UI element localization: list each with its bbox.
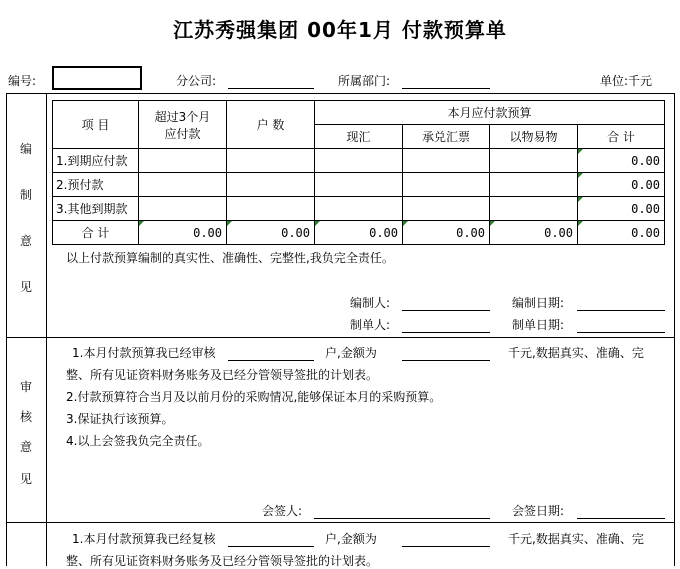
formula-marker	[403, 221, 408, 226]
audit-line3: 3.保证执行该预算。	[66, 412, 174, 426]
frame-left-border	[6, 93, 7, 566]
branch-field[interactable]	[228, 74, 314, 89]
table-row	[53, 149, 665, 173]
formula-marker	[139, 221, 144, 226]
col-header-cash: 现汇	[315, 125, 403, 149]
total-row-label: 合 计	[53, 221, 139, 245]
row-label-other: 3.其他到期款	[53, 197, 139, 221]
total-cell: 0.00	[139, 221, 227, 245]
audit-line1-a: 1.本月付款预算我已经审核	[72, 346, 216, 360]
code-label: 编号:	[8, 74, 37, 88]
table-row	[53, 173, 665, 197]
audit-line2: 2.付款预算符合当月及以前月份的采购情况,能够保证本月的采购预算。	[66, 390, 442, 404]
section-label-divider	[46, 93, 47, 566]
formula-marker	[578, 149, 583, 154]
preparer-label: 编制人:	[350, 296, 391, 310]
total-cell: 0.00	[403, 221, 490, 245]
cosign-date-label: 会签日期:	[512, 504, 565, 518]
cell-input[interactable]	[403, 149, 490, 173]
frame-top-border	[6, 93, 674, 94]
total-cell: 0.00	[578, 221, 665, 245]
total-cell: 0.00	[315, 221, 403, 245]
col-header-count: 户 数	[227, 101, 315, 149]
col-header-monthly-budget: 本月应付款预算	[315, 101, 665, 125]
make-date-field[interactable]	[577, 318, 665, 333]
formula-marker	[227, 221, 232, 226]
section-compile-char-2: 制	[20, 188, 33, 202]
row-total-cell: 0.00	[578, 197, 665, 221]
preparer-field[interactable]	[402, 296, 490, 311]
branch-label: 分公司:	[176, 74, 217, 88]
cell-input[interactable]	[490, 149, 578, 173]
recheck-line1-b: 户,金额为	[325, 532, 377, 546]
recheck-line1-a: 1.本月付款预算我已经复核	[72, 532, 216, 546]
cell-input[interactable]	[139, 197, 227, 221]
section-audit-char-2: 核	[20, 410, 33, 424]
maker-label: 制单人:	[350, 318, 391, 332]
code-input[interactable]	[52, 66, 142, 90]
cell-input[interactable]	[227, 197, 315, 221]
audit-line1-c: 千元,数据真实、准确、完	[508, 346, 644, 360]
cosign-date-field[interactable]	[577, 504, 665, 519]
row-total-cell: 0.00	[578, 173, 665, 197]
audit-line4: 4.以上会签我负完全责任。	[66, 434, 210, 448]
recheck-line1-c: 千元,数据真实、准确、完	[508, 532, 644, 546]
audit-amount-field[interactable]	[402, 346, 490, 361]
cell-input[interactable]	[315, 197, 403, 221]
col-header-barter: 以物易物	[490, 125, 578, 149]
formula-marker	[578, 221, 583, 226]
formula-marker	[578, 197, 583, 202]
formula-marker	[490, 221, 495, 226]
cell-input[interactable]	[315, 173, 403, 197]
total-cell: 0.00	[227, 221, 315, 245]
maker-field[interactable]	[402, 318, 490, 333]
cell-input[interactable]	[227, 149, 315, 173]
document-title: 江苏秀强集团 00年1月 付款预算单	[173, 18, 507, 42]
recheck-amount-field[interactable]	[402, 532, 490, 547]
cell-input[interactable]	[315, 149, 403, 173]
formula-marker	[315, 221, 320, 226]
frame-right-border	[674, 93, 675, 566]
cell-input[interactable]	[490, 173, 578, 197]
col-header-total: 合 计	[578, 125, 665, 149]
col-header-overdue: 超过3个月 应付款	[139, 101, 227, 149]
row-total-cell: 0.00	[578, 149, 665, 173]
audit-recheck-divider	[6, 522, 674, 523]
cosigner-label: 会签人:	[262, 504, 303, 518]
audit-line1-d: 整、所有见证资料财务账务及已经分管领导签批的计划表。	[66, 368, 379, 382]
recheck-line1-d: 整、所有见证资料财务账务及已经分管领导签批的计划表。	[66, 554, 379, 568]
compile-audit-divider	[6, 337, 674, 338]
section-compile-char-3: 意	[20, 234, 33, 248]
make-date-label: 制单日期:	[512, 318, 565, 332]
cosigner-field[interactable]	[314, 504, 490, 519]
unit-label: 单位:千元	[600, 74, 653, 88]
row-label-prepay: 2.预付款	[53, 173, 139, 197]
cell-input[interactable]	[403, 173, 490, 197]
section-compile-char-4: 见	[20, 280, 33, 294]
section-audit-char-1: 审	[20, 380, 33, 394]
cell-input[interactable]	[403, 197, 490, 221]
row-label-due: 1.到期应付款	[53, 149, 139, 173]
audit-count-field[interactable]	[228, 346, 314, 361]
section-audit-char-3: 意	[20, 440, 33, 454]
budget-table	[52, 100, 665, 245]
col-header-item: 项 目	[53, 101, 139, 149]
section-audit-char-4: 见	[20, 472, 33, 486]
compile-responsibility-note: 以上付款预算编制的真实性、准确性、完整性,我负完全责任。	[66, 251, 394, 265]
total-cell: 0.00	[490, 221, 578, 245]
col-header-acceptance: 承兑汇票	[403, 125, 490, 149]
dept-label: 所属部门:	[338, 74, 391, 88]
section-compile-char-1: 编	[20, 142, 33, 156]
total-row	[53, 221, 665, 245]
audit-line1-b: 户,金额为	[325, 346, 377, 360]
formula-marker	[578, 173, 583, 178]
cell-input[interactable]	[139, 149, 227, 173]
table-row	[53, 197, 665, 221]
prepare-date-field[interactable]	[577, 296, 665, 311]
cell-input[interactable]	[490, 197, 578, 221]
prepare-date-label: 编制日期:	[512, 296, 565, 310]
cell-input[interactable]	[227, 173, 315, 197]
dept-field[interactable]	[402, 74, 490, 89]
cell-input[interactable]	[139, 173, 227, 197]
recheck-count-field[interactable]	[228, 532, 314, 547]
